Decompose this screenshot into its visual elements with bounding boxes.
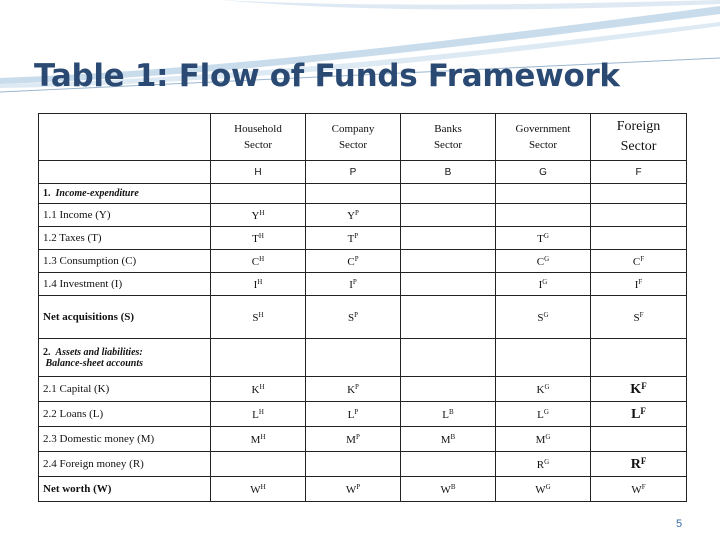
row-label: Net acquisitions (S): [39, 296, 211, 339]
header-line: Sector: [433, 139, 463, 151]
table-cell: [401, 273, 496, 296]
matrix-symbol: $R^G$: [536, 457, 550, 471]
section-subtitle: Balance-sheet accounts: [45, 357, 143, 369]
header-line: Foreign: [616, 119, 661, 134]
sector-code-g: G: [496, 161, 591, 184]
section-1-header: [39, 184, 211, 204]
matrix-symbol: $W^P$: [345, 482, 361, 496]
header-line: Banks: [434, 123, 462, 135]
cell-capital-h: [211, 377, 306, 402]
column-header-banks: [401, 114, 496, 161]
cell-net-worth-f: [591, 477, 687, 502]
cell-for-money-f: [591, 452, 687, 477]
table-cell: [591, 204, 687, 227]
table-cell: [401, 296, 496, 339]
table-cell: [401, 250, 496, 273]
cell-income-h: [211, 204, 306, 227]
section-title: Assets and liabilities:: [55, 346, 143, 358]
matrix-symbol: $W^G$: [535, 482, 551, 496]
cell-consumption-g: [496, 250, 591, 273]
sector-code-row: [39, 161, 687, 184]
header-line: Sector: [243, 139, 273, 151]
cell-dom-money-g: [496, 427, 591, 452]
matrix-symbol: $T^H$: [252, 231, 264, 245]
matrix-symbol: $C^P$: [347, 254, 359, 268]
flow-of-funds-table: [38, 113, 687, 502]
matrix-symbol: $L^H$: [252, 407, 264, 421]
matrix-symbol: $L^P$: [347, 407, 359, 421]
matrix-symbol: $M^B$: [440, 432, 456, 446]
section-number: 1.: [43, 188, 51, 199]
sector-code-h: H: [211, 161, 306, 184]
matrix-symbol: $W^F$: [631, 482, 646, 496]
matrix-symbol: $K^H$: [251, 382, 265, 396]
matrix-symbol: $K^G$: [536, 382, 550, 396]
sector-code-p: P: [306, 161, 401, 184]
matrix-symbol: $I^H$: [253, 277, 263, 291]
table-row: [39, 273, 687, 296]
cell-for-money-g: [496, 452, 591, 477]
cell-income-p: [306, 204, 401, 227]
table-cell: [591, 227, 687, 250]
matrix-symbol: $S^G$: [537, 310, 549, 324]
table-row: [39, 477, 687, 502]
table-cell: [591, 427, 687, 452]
column-header-company: [306, 114, 401, 161]
sector-code-b: B: [401, 161, 496, 184]
page-title: Table 1: Flow of Funds Framework: [34, 58, 620, 94]
cell-dom-money-h: [211, 427, 306, 452]
table-cell: [401, 377, 496, 402]
cell-taxes-g: [496, 227, 591, 250]
header-line: Sector: [620, 139, 657, 154]
cell-net-acq-f: [591, 296, 687, 339]
cell-net-acq-g: [496, 296, 591, 339]
matrix-symbol: $S^P$: [347, 310, 359, 324]
table-row: [39, 250, 687, 273]
matrix-symbol: $L^B$: [442, 407, 454, 421]
cell-investment-g: [496, 273, 591, 296]
table-row: [39, 402, 687, 427]
cell-consumption-p: [306, 250, 401, 273]
header-line: Company: [331, 123, 375, 135]
matrix-symbol: $S^H$: [252, 310, 264, 324]
matrix-symbol: $Y^P$: [347, 208, 359, 222]
section-title: Income-expenditure: [55, 188, 139, 199]
table-row: [39, 452, 687, 477]
header-line: Sector: [338, 139, 368, 151]
matrix-symbol: $I^P$: [349, 277, 357, 291]
header-line: Government: [515, 123, 571, 135]
corner-cell: [39, 114, 211, 161]
empty-cell: [496, 184, 591, 204]
cell-capital-f: [591, 377, 687, 402]
matrix-symbol: $I^G$: [538, 277, 548, 291]
cell-loans-p: [306, 402, 401, 427]
matrix-symbol: $M^P$: [346, 432, 360, 446]
cell-loans-f: [591, 402, 687, 427]
table-row: [39, 204, 687, 227]
matrix-symbol: $C^H$: [251, 254, 265, 268]
matrix-symbol: $I^F$: [634, 277, 643, 291]
matrix-symbol: $W^H$: [250, 482, 266, 496]
cell-consumption-f: [591, 250, 687, 273]
table-cell: [211, 452, 306, 477]
column-header-foreign: [591, 114, 687, 161]
empty-cell: [401, 339, 496, 377]
cell-consumption-h: [211, 250, 306, 273]
cell-investment-h: [211, 273, 306, 296]
matrix-symbol: $R^F$: [630, 455, 647, 472]
sector-code-f: F: [591, 161, 687, 184]
column-header-household: [211, 114, 306, 161]
matrix-symbol: $K^P$: [347, 382, 359, 396]
empty-cell: [496, 339, 591, 377]
matrix-symbol: $M^H$: [250, 432, 266, 446]
matrix-symbol: $L^F$: [631, 405, 646, 422]
row-label: 2.4 Foreign money (R): [39, 452, 211, 477]
empty-cell: [401, 184, 496, 204]
cell-net-worth-p: [306, 477, 401, 502]
page-number: 5: [676, 518, 683, 530]
cell-dom-money-b: [401, 427, 496, 452]
header-line: Sector: [528, 139, 558, 151]
empty-cell: [306, 184, 401, 204]
sector-header-row: [39, 114, 687, 161]
cell-capital-g: [496, 377, 591, 402]
table-cell: [401, 204, 496, 227]
table-row: [39, 377, 687, 402]
matrix-symbol: $W^B$: [440, 482, 456, 496]
cell-loans-b: [401, 402, 496, 427]
cell-net-worth-g: [496, 477, 591, 502]
row-label: 2.3 Domestic money (M): [39, 427, 211, 452]
table-row: [39, 427, 687, 452]
empty-cell: [39, 161, 211, 184]
cell-net-worth-b: [401, 477, 496, 502]
cell-net-acq-h: [211, 296, 306, 339]
row-label: 1.1 Income (Y): [39, 204, 211, 227]
table-row: [39, 227, 687, 250]
cell-net-worth-h: [211, 477, 306, 502]
row-label: Net worth (W): [39, 477, 211, 502]
cell-taxes-p: [306, 227, 401, 250]
cell-taxes-h: [211, 227, 306, 250]
matrix-symbol: $M^G$: [535, 432, 551, 446]
empty-cell: [591, 184, 687, 204]
cell-investment-f: [591, 273, 687, 296]
table-cell: [401, 452, 496, 477]
matrix-symbol: $C^G$: [536, 254, 550, 268]
cell-net-acq-p: [306, 296, 401, 339]
matrix-symbol: $L^G$: [537, 407, 549, 421]
empty-cell: [211, 184, 306, 204]
cell-investment-p: [306, 273, 401, 296]
header-line: Household: [234, 123, 282, 135]
row-label: 1.2 Taxes (T): [39, 227, 211, 250]
empty-cell: [211, 339, 306, 377]
row-label: 1.3 Consumption (C): [39, 250, 211, 273]
matrix-symbol: $T^G$: [537, 231, 549, 245]
section-header-row: [39, 339, 687, 377]
cell-loans-h: [211, 402, 306, 427]
matrix-symbol: $K^F$: [630, 380, 647, 397]
empty-cell: [591, 339, 687, 377]
matrix-symbol: $T^P$: [347, 231, 359, 245]
empty-cell: [306, 339, 401, 377]
row-label: 2.1 Capital (K): [39, 377, 211, 402]
table-cell: [306, 452, 401, 477]
matrix-symbol: $C^F$: [632, 254, 645, 268]
column-header-government: [496, 114, 591, 161]
cell-dom-money-p: [306, 427, 401, 452]
section-number: 2.: [43, 346, 51, 358]
cell-loans-g: [496, 402, 591, 427]
cell-capital-p: [306, 377, 401, 402]
matrix-symbol: $Y^H$: [251, 208, 265, 222]
table-cell: [496, 204, 591, 227]
matrix-symbol: $S^F$: [633, 310, 644, 324]
row-label: 1.4 Investment (I): [39, 273, 211, 296]
table-cell: [401, 227, 496, 250]
section-2-header: [39, 339, 211, 377]
section-header-row: [39, 184, 687, 204]
row-label: 2.2 Loans (L): [39, 402, 211, 427]
table-row: [39, 296, 687, 339]
